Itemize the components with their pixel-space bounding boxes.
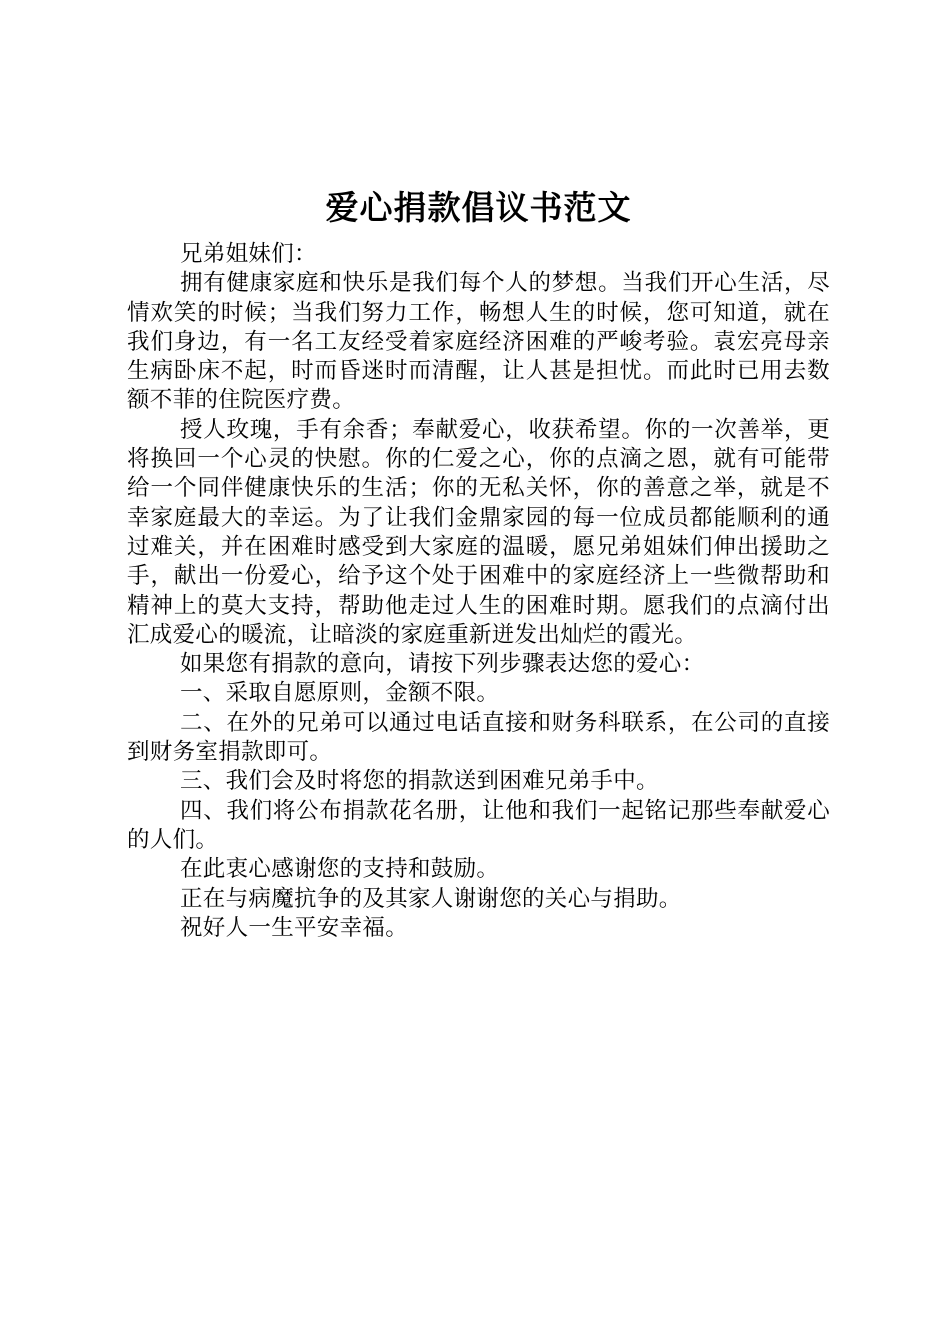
closing-paragraph: 祝好人一生平安幸福。 [180, 914, 409, 941]
thanks-paragraph: 在此衷心感谢您的支持和鼓励。 [180, 856, 500, 883]
family-thanks-paragraph: 正在与病魔抗争的及其家人谢谢您的关心与捐助。 [180, 885, 682, 912]
steps-intro-paragraph: 如果您有捐款的意向，请按下列步骤表达您的爱心： [180, 651, 705, 678]
step-one-paragraph: 一、采取自愿原则，金额不限。 [180, 680, 500, 707]
appeal-paragraph: 授人玫瑰，手有余香；奉献爱心，收获希望。你的一次善举，更将换回一个心灵的快慰。你的仁爱之心，你的点滴之恩，就有可能带给一个同伴健康快乐的生活；你的无私关怀，你的善意之举，就是不幸家庭最大的幸运。为了让我们金鼎家园的每一位成员都能顺利的通过难关，并在困难时感受到大家庭的温暖，愿兄弟姐妹们伸出援助之手，献出一份爱心，给予这个处于困难中的家庭经济上一些微帮助和精神上的莫大支持，帮助他走过人生的困难时期。愿我们的点滴付出汇成爱心的暖流，让暗淡的家庭重新迸发出灿烂的霞光。 [127, 416, 830, 648]
intro-paragraph: 拥有健康家庭和快乐是我们每个人的梦想。当我们开心生活，尽情欢笑的时候；当我们努力工作，畅想人生的时候，您可知道，就在我们身边，有一名工友经受着家庭经济困难的严峻考验。袁宏亮母亲生病卧床不起，时而昏迷时而清醒，让人甚是担忧。而此时已用去数额不菲的住院医疗费。 [127, 270, 830, 414]
document-title: 爱心捐款倡议书范文 [325, 188, 632, 227]
document-body [127, 180, 830, 943]
step-two-paragraph: 二、在外的兄弟可以通过电话直接和财务科联系，在公司的直接到财务室捐款即可。 [127, 709, 830, 766]
step-three-paragraph: 三、我们会及时将您的捐款送到困难兄弟手中。 [180, 768, 659, 795]
salutation-paragraph: 兄弟姐妹们： [180, 241, 317, 267]
step-four-paragraph: 四、我们将公布捐款花名册，让他和我们一起铭记那些奉献爱心的人们。 [127, 797, 830, 853]
